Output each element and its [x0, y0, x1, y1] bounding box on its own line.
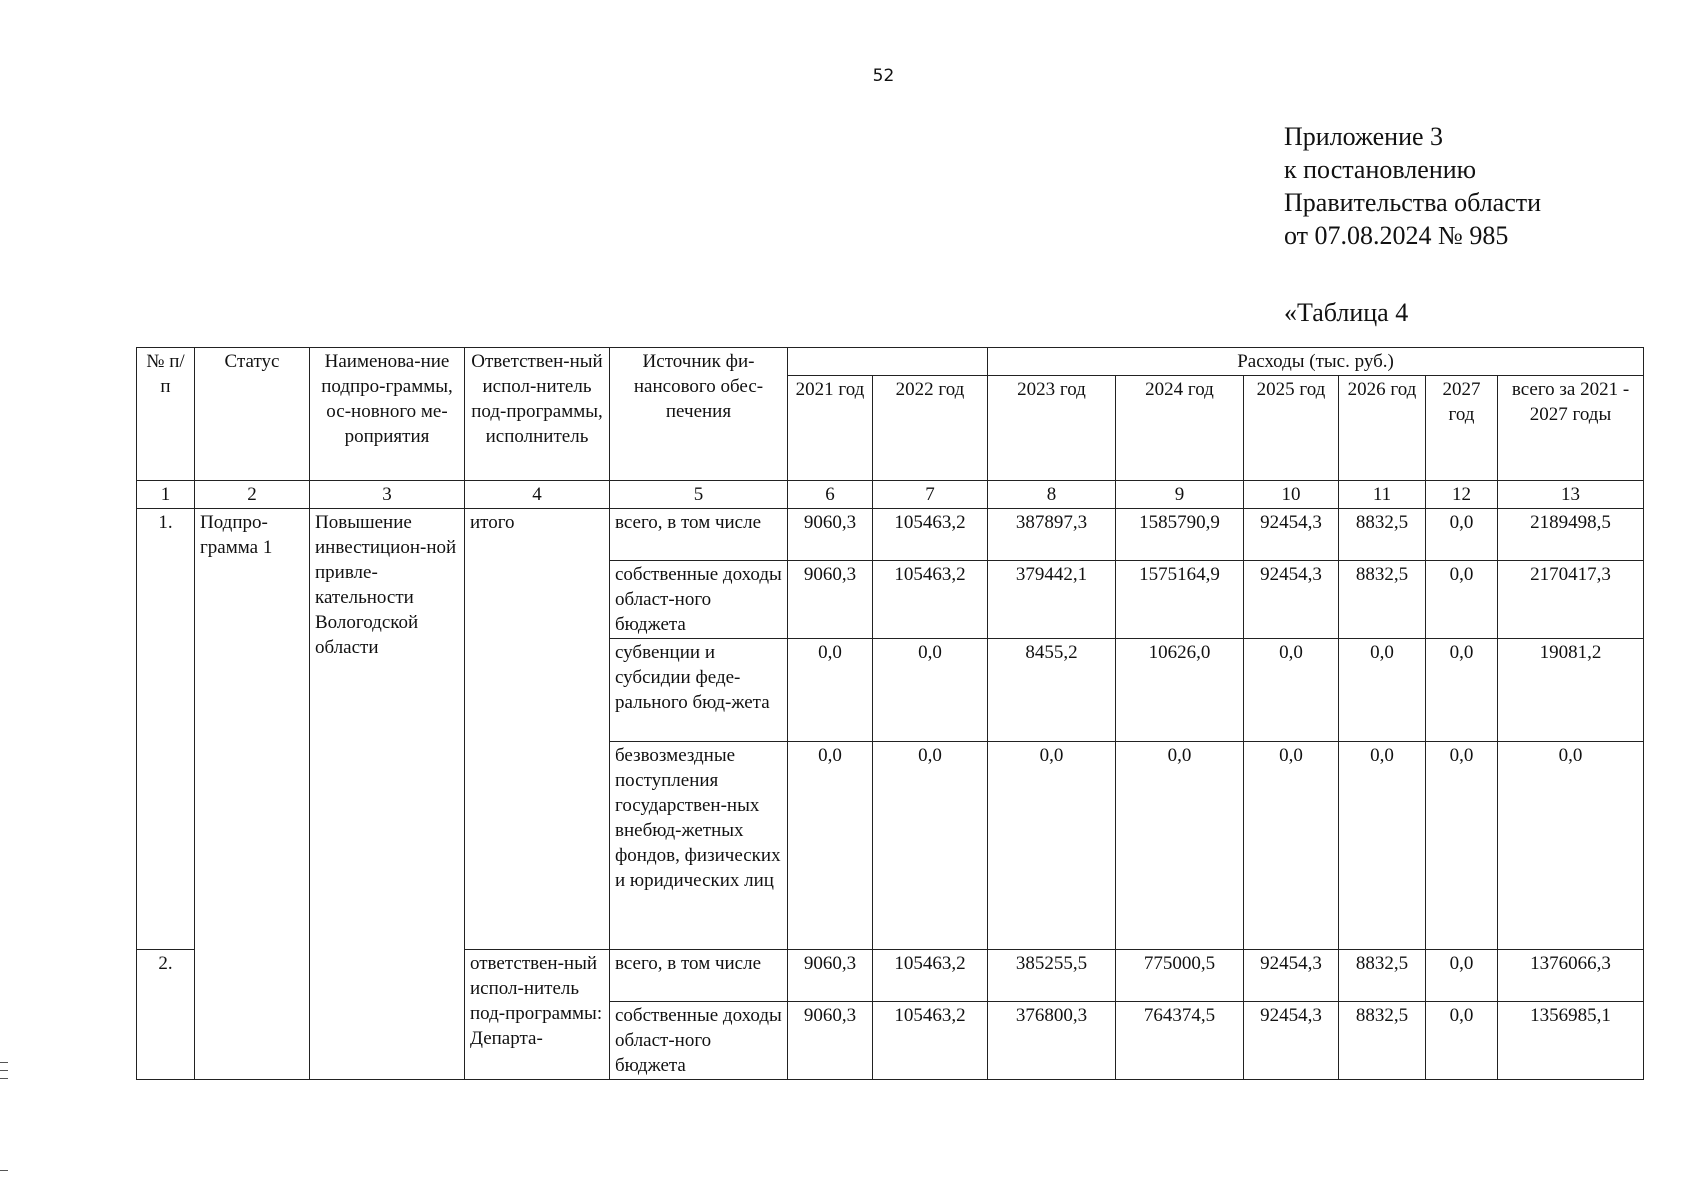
appendix-block — [1284, 120, 1541, 252]
row-source: собственные доходы област-ного бюджета — [610, 561, 788, 639]
value-cell: 2189498,5 — [1498, 509, 1644, 561]
value-cell: 0,0 — [788, 639, 873, 742]
header-name: Наименова-ние подпро-граммы, ос-новного ме-роприятия — [310, 348, 465, 481]
value-cell: 0,0 — [1244, 742, 1339, 950]
value-cell: 105463,2 — [873, 509, 988, 561]
page-number: 52 — [872, 66, 895, 86]
row-source: всего, в том числе — [610, 950, 788, 1002]
value-cell: 9060,3 — [788, 1002, 873, 1080]
value-cell: 105463,2 — [873, 1002, 988, 1080]
header-year: 2021 год — [788, 376, 873, 481]
scan-mark — [0, 1170, 8, 1171]
value-cell: 0,0 — [1116, 742, 1244, 950]
value-cell: 105463,2 — [873, 561, 988, 639]
value-cell: 8832,5 — [1339, 509, 1426, 561]
value-cell: 1356985,1 — [1498, 1002, 1644, 1080]
header-no: № п/п — [137, 348, 195, 481]
row-responsible: итого — [465, 509, 610, 950]
value-cell: 92454,3 — [1244, 1002, 1339, 1080]
value-cell: 92454,3 — [1244, 509, 1339, 561]
header-source: Источник фи-нансового обес-печения — [610, 348, 788, 481]
table-row — [137, 509, 1644, 561]
column-number: 4 — [465, 481, 610, 509]
value-cell: 376800,3 — [988, 1002, 1116, 1080]
value-cell: 8455,2 — [988, 639, 1116, 742]
header-year: 2022 год — [873, 376, 988, 481]
header-year-total: всего за 2021 - 2027 годы — [1498, 376, 1644, 481]
value-cell: 387897,3 — [988, 509, 1116, 561]
column-number: 3 — [310, 481, 465, 509]
column-number: 2 — [195, 481, 310, 509]
value-cell: 1585790,9 — [1116, 509, 1244, 561]
column-number: 13 — [1498, 481, 1644, 509]
value-cell: 0,0 — [1426, 509, 1498, 561]
column-number: 5 — [610, 481, 788, 509]
value-cell: 9060,3 — [788, 950, 873, 1002]
value-cell: 8832,5 — [1339, 561, 1426, 639]
value-cell: 0,0 — [1498, 742, 1644, 950]
row-number: 1. — [137, 509, 195, 950]
column-number: 9 — [1116, 481, 1244, 509]
row-name: Повышение инвестицион-ной привле-кательности Вологодской области — [310, 509, 465, 1080]
value-cell: 8832,5 — [1339, 1002, 1426, 1080]
row-responsible: ответствен-ный испол-нитель под-программы: Департа- — [465, 950, 610, 1080]
header-year: 2024 год — [1116, 376, 1244, 481]
value-cell: 0,0 — [1426, 742, 1498, 950]
header-year: 2026 год — [1339, 376, 1426, 481]
value-cell: 0,0 — [1426, 561, 1498, 639]
appendix-line: Правительства области — [1284, 188, 1542, 217]
value-cell: 0,0 — [1426, 950, 1498, 1002]
value-cell: 1376066,3 — [1498, 950, 1644, 1002]
value-cell: 0,0 — [1426, 639, 1498, 742]
value-cell: 0,0 — [1339, 742, 1426, 950]
column-number: 12 — [1426, 481, 1498, 509]
value-cell: 0,0 — [873, 639, 988, 742]
value-cell: 0,0 — [1426, 1002, 1498, 1080]
value-cell: 8832,5 — [1339, 950, 1426, 1002]
column-number-row — [137, 481, 1644, 509]
appendix-line: от 07.08.2024 № 985 — [1284, 221, 1509, 250]
value-cell: 2170417,3 — [1498, 561, 1644, 639]
value-cell: 92454,3 — [1244, 950, 1339, 1002]
value-cell: 0,0 — [988, 742, 1116, 950]
value-cell: 0,0 — [788, 742, 873, 950]
column-number: 10 — [1244, 481, 1339, 509]
value-cell: 764374,5 — [1116, 1002, 1244, 1080]
value-cell: 0,0 — [1244, 639, 1339, 742]
column-number: 6 — [788, 481, 873, 509]
value-cell: 385255,5 — [988, 950, 1116, 1002]
header-empty-cell — [788, 348, 988, 376]
header-status: Статус — [195, 348, 310, 481]
row-source: собственные доходы област-ного бюджета — [610, 1002, 788, 1080]
column-number: 8 — [988, 481, 1116, 509]
row-source: субвенции и субсидии феде-рального бюд-жета — [610, 639, 788, 742]
column-number: 11 — [1339, 481, 1426, 509]
column-number: 1 — [137, 481, 195, 509]
column-number: 7 — [873, 481, 988, 509]
value-cell: 1575164,9 — [1116, 561, 1244, 639]
row-source: всего, в том числе — [610, 509, 788, 561]
header-row-top — [137, 348, 1644, 376]
value-cell: 92454,3 — [1244, 561, 1339, 639]
scan-mark — [0, 1062, 8, 1063]
header-responsible: Ответствен-ный испол-нитель под-программы, исполнитель — [465, 348, 610, 481]
value-cell: 775000,5 — [1116, 950, 1244, 1002]
value-cell: 9060,3 — [788, 509, 873, 561]
value-cell: 9060,3 — [788, 561, 873, 639]
header-year: 2025 год — [1244, 376, 1339, 481]
row-source: безвозмездные поступления государствен-ных внебюд-жетных фондов, физических и юридических лиц — [610, 742, 788, 950]
value-cell: 19081,2 — [1498, 639, 1644, 742]
table-title: «Таблица 4 — [1284, 298, 1409, 327]
appendix-line: к постановлению — [1284, 155, 1477, 184]
header-year: 2027 год — [1426, 376, 1498, 481]
header-year: 2023 год — [988, 376, 1116, 481]
appendix-line: Приложение 3 — [1284, 122, 1444, 151]
value-cell: 0,0 — [1339, 639, 1426, 742]
value-cell: 379442,1 — [988, 561, 1116, 639]
scan-mark — [0, 1078, 8, 1079]
row-number: 2. — [137, 950, 195, 1080]
header-expenses: Расходы (тыс. руб.) — [988, 348, 1644, 376]
value-cell: 0,0 — [873, 742, 988, 950]
row-status: Подпро-грамма 1 — [195, 509, 310, 1080]
value-cell: 10626,0 — [1116, 639, 1244, 742]
scan-mark — [0, 1070, 8, 1071]
value-cell: 105463,2 — [873, 950, 988, 1002]
expenses-table — [136, 347, 1644, 1080]
